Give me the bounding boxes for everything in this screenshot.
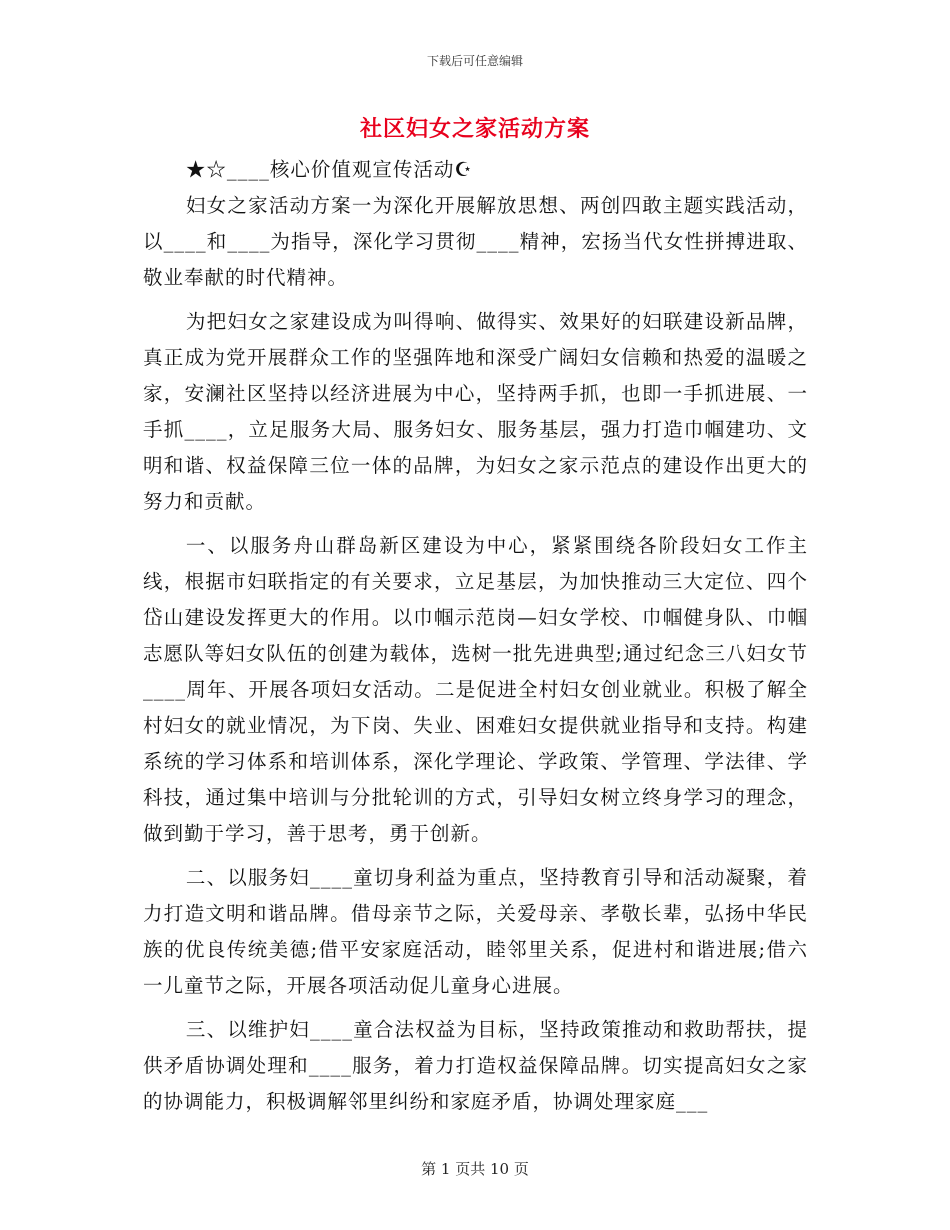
document-body [143,152,808,1120]
header-note: 下载后可任意编辑 [426,54,523,68]
paragraph: 三、以维护妇____童合法权益为目标，坚持政策推动和救助帮扶，提供矛盾协调处理和____服务，着力打造权益保障品牌。切实提高妇女之家的协调能力，积极调解邻里纠纷和家庭矛盾，协调处理家庭___ [143,1018,808,1113]
paragraph: 一、以服务舟山群岛新区建设为中心，紧紧围绕各阶段妇女工作主线，根据市妇联指定的有关要求，立足基层，为加快推动三大定位、四个岱山建设发挥更大的作用。以巾帼示范岗—妇女学校、巾帼健身队、巾帼志愿队等妇女队伍的创建为载体，选树一批先进典型;通过纪念三八妇女节____周年、开展各项妇女活动。二是促进全村妇女创业就业。积极了解全村妇女的就业情况，为下岗、失业、困难妇女提供就业指导和支持。构建系统的学习体系和培训体系，深化学理论、学政策、学管理、学法律、学科技，通过集中培训与分批轮训的方式，引导妇女树立终身学习的理念，做到勤于学习，善于思考，勇于创新。 [143,534,808,845]
paragraph: 为把妇女之家建设成为叫得响、做得实、效果好的妇联建设新品牌，真正成为党开展群众工作的坚强阵地和深受广阔妇女信赖和热爱的温暖之家，安澜社区坚持以经济进展为中心，坚持两手抓，也即一手抓进展、一手抓____，立足服务大局、服务妇女、服务基层，强力打造巾帼建功、文明和谐、权益保障三位一体的品牌，为妇女之家示范点的建设作出更大的努力和贡献。 [143,310,808,513]
paragraph: 二、以服务妇____童切身利益为重点，坚持教育引导和活动凝聚，着力打造文明和谐品牌。借母亲节之际，关爱母亲、孝敬长辈，弘扬中华民族的优良传统美德;借平安家庭活动，睦邻里关系，促进村和谐进展;借六一儿童节之际，开展各项活动促儿童身心进展。 [143,866,808,997]
paragraph-subtitle: ★☆____核心价值观宣传活动☪ [185,158,473,181]
page-number: 第 1 页共 10 页 [421,1160,529,1178]
paragraph: 妇女之家活动方案一为深化开展解放思想、两创四敢主题实践活动，以____和____为指导，深化学习贯彻____精神，宏扬当代女性拼搏进取、敬业奉献的时代精神。 [143,194,808,289]
document-title: 社区妇女之家活动方案 [359,116,590,142]
